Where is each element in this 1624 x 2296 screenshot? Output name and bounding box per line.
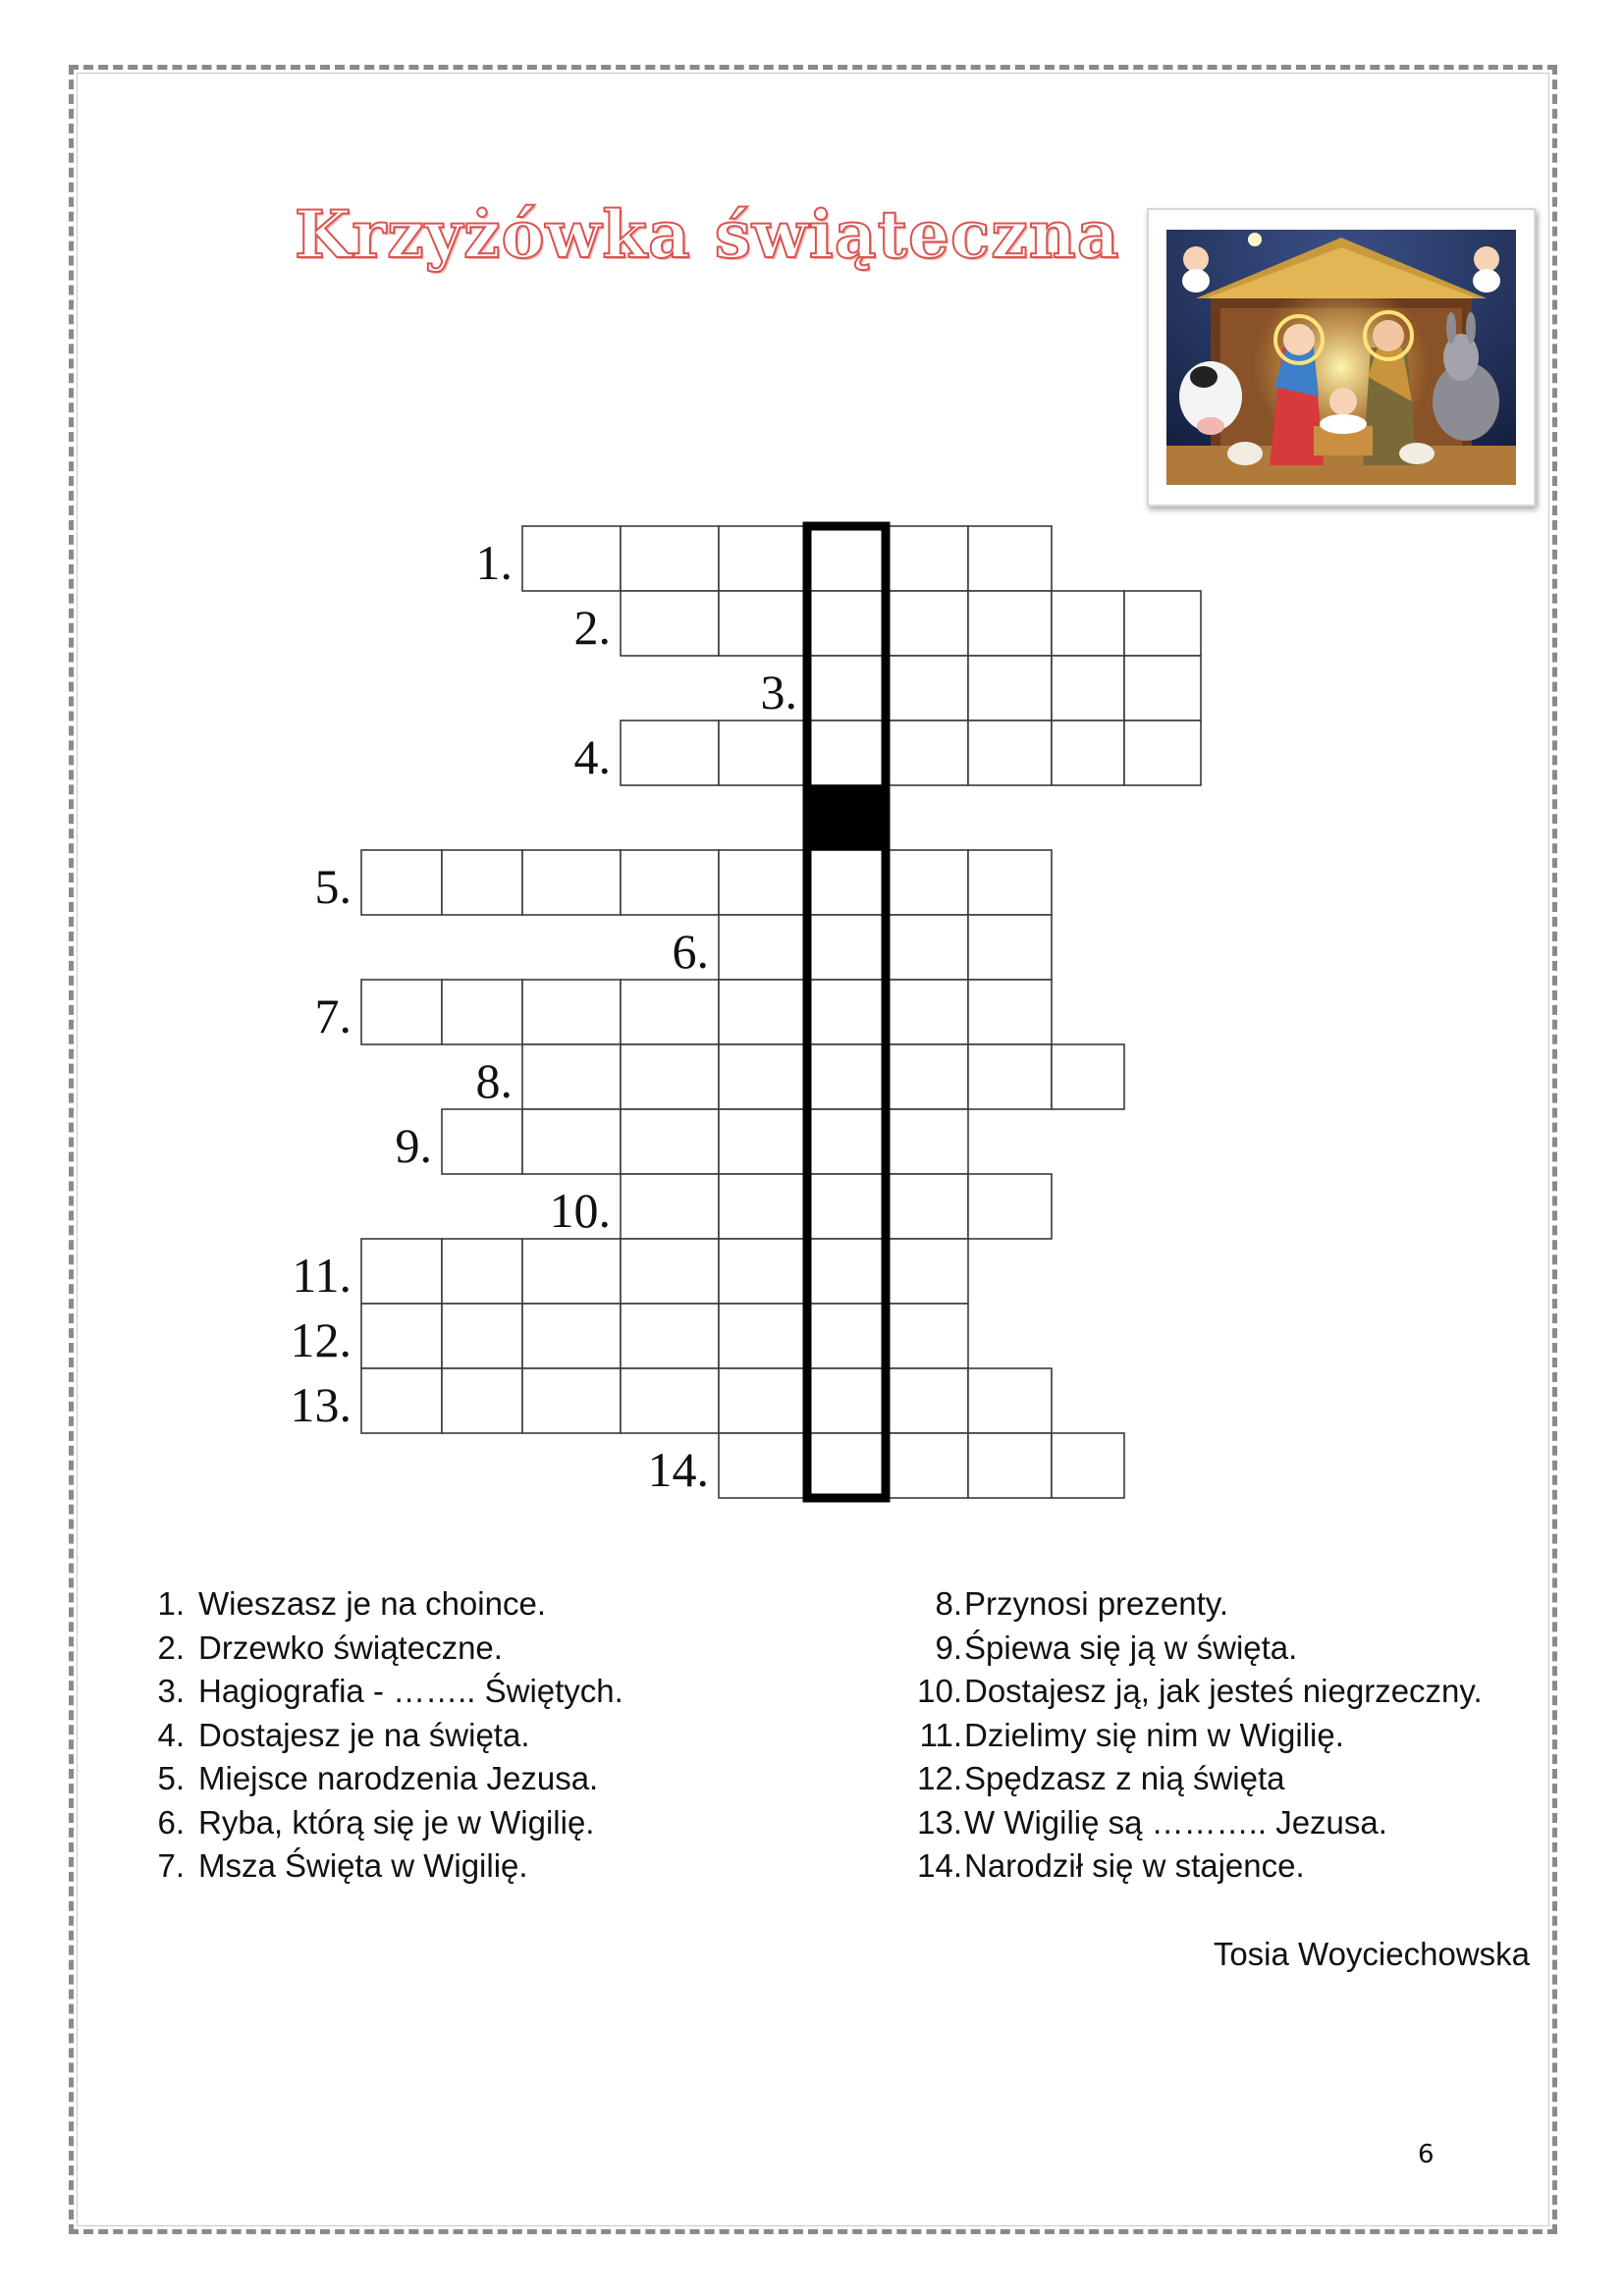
crossword-clue-number: 11.: [292, 1248, 352, 1303]
crossword-cell: [361, 1304, 442, 1368]
clue-number: 4.: [157, 1716, 185, 1753]
crossword-cell: [361, 980, 442, 1044]
crossword-cell: [1052, 1433, 1124, 1498]
crossword-clue-number: 8.: [475, 1053, 513, 1108]
crossword-cell: [719, 1044, 807, 1109]
crossword-cell: [621, 850, 719, 915]
crossword-cell: [886, 1109, 968, 1174]
crossword-cell: [621, 1239, 719, 1304]
crossword-cell: [719, 1304, 807, 1368]
clue-item: [913, 1627, 1542, 1671]
clue-text: Drzewko świąteczne.: [198, 1629, 503, 1666]
clue-item: [913, 1670, 1542, 1714]
crossword-cell: [886, 1368, 968, 1433]
clue-text: Hagiografia - …….. Świętych.: [198, 1673, 623, 1709]
crossword-cell: [1124, 591, 1201, 656]
crossword-cell: [968, 915, 1052, 980]
crossword-clue-number: 7.: [314, 988, 352, 1043]
clue-item: [147, 1801, 884, 1845]
crossword-cell: [621, 526, 719, 591]
crossword-cell: [522, 850, 621, 915]
crossword-cell: [807, 721, 886, 785]
clue-text: Wieszasz je na choince.: [198, 1585, 546, 1622]
clue-item: [147, 1844, 884, 1889]
crossword-cell: [807, 1239, 886, 1304]
page-number: 6: [1418, 2140, 1435, 2169]
crossword-cell: [442, 1368, 522, 1433]
clue-text: Spędzasz z nią święta: [964, 1760, 1285, 1796]
clue-text: Dostajesz ją, jak jesteś niegrzeczny.: [964, 1673, 1483, 1709]
crossword-cell: [968, 850, 1052, 915]
crossword-cell: [442, 1109, 522, 1174]
clues-right: [913, 1582, 1542, 1889]
crossword-cell: [522, 526, 621, 591]
crossword-cell: [807, 526, 886, 591]
crossword-cell: [719, 721, 807, 785]
crossword-cell: [719, 1239, 807, 1304]
crossword-cell: [1052, 656, 1124, 721]
crossword-cell: [807, 1109, 886, 1174]
clue-item: [147, 1757, 884, 1801]
crossword-cell: [719, 1368, 807, 1433]
crossword-cell: [719, 850, 807, 915]
crossword-cell: [807, 980, 886, 1044]
clue-text: Przynosi prezenty.: [964, 1585, 1228, 1622]
crossword-cell: [719, 1109, 807, 1174]
crossword-cell: [807, 1044, 886, 1109]
crossword-clue-number: 5.: [314, 859, 352, 914]
clue-text: Msza Święta w Wigilię.: [198, 1847, 528, 1884]
crossword-black-cell: [807, 785, 886, 850]
clue-number: 6.: [157, 1803, 185, 1841]
crossword-clue-number: 2.: [573, 600, 611, 655]
crossword-cell: [968, 526, 1052, 591]
crossword-cell: [1124, 721, 1201, 785]
clue-item: [913, 1757, 1542, 1801]
crossword-cell: [1052, 591, 1124, 656]
crossword-clue-number: 3.: [760, 665, 797, 720]
clue-text: W Wigilię są ……….. Jezusa.: [964, 1803, 1387, 1841]
crossword-cell: [968, 1368, 1052, 1433]
crossword-cell: [621, 1174, 719, 1239]
crossword-cell: [621, 1044, 719, 1109]
crossword-clue-number: 4.: [573, 729, 611, 784]
clue-text: Ryba, którą się je w Wigilię.: [198, 1803, 595, 1841]
crossword-cell: [442, 1304, 522, 1368]
crossword-cell: [621, 1109, 719, 1174]
crossword-cell: [886, 915, 968, 980]
clue-item: [913, 1582, 1542, 1627]
crossword-cell: [719, 915, 807, 980]
clue-number: 7.: [157, 1847, 185, 1884]
clue-item: [147, 1714, 884, 1758]
clues-left: [147, 1582, 884, 1889]
crossword-cell: [968, 1174, 1052, 1239]
crossword-cell: [1052, 721, 1124, 785]
crossword-cell: [886, 656, 968, 721]
crossword-cell: [968, 591, 1052, 656]
crossword-cell: [361, 1368, 442, 1433]
crossword-clue-number: 14.: [647, 1442, 709, 1497]
clue-number: 13.: [917, 1803, 962, 1841]
crossword-cell: [442, 850, 522, 915]
clue-number: 2.: [157, 1629, 185, 1666]
crossword-clue-number: 12.: [290, 1312, 352, 1367]
crossword-cell: [807, 1368, 886, 1433]
crossword-clue-number: 9.: [395, 1118, 432, 1173]
crossword-cell: [522, 1239, 621, 1304]
crossword-cell: [522, 1304, 621, 1368]
crossword-cell: [621, 980, 719, 1044]
crossword-cell: [807, 850, 886, 915]
crossword-cell: [719, 1174, 807, 1239]
crossword-cell: [1052, 1044, 1124, 1109]
clue-text: Miejsce narodzenia Jezusa.: [198, 1760, 599, 1796]
crossword-clue-number: 6.: [672, 924, 709, 979]
clue-text: Dostajesz je na święta.: [198, 1716, 530, 1753]
crossword-cell: [807, 591, 886, 656]
clue-number: 10.: [917, 1673, 962, 1709]
crossword-cell: [522, 1044, 621, 1109]
crossword-cell: [621, 1304, 719, 1368]
crossword-cell: [522, 980, 621, 1044]
crossword-clue-number: 10.: [549, 1183, 611, 1238]
clue-number: 14.: [917, 1847, 962, 1884]
crossword-cell: [886, 850, 968, 915]
clue-number: 8.: [935, 1585, 962, 1622]
clue-item: [913, 1801, 1542, 1845]
crossword-cell: [807, 656, 886, 721]
crossword-cell: [442, 980, 522, 1044]
author-signature: Tosia Woyciechowska: [1213, 1936, 1530, 1972]
clue-number: 9.: [935, 1629, 962, 1666]
clue-number: 1.: [157, 1585, 185, 1622]
clue-item: [147, 1670, 884, 1714]
clue-text: Dzielimy się nim w Wigilię.: [964, 1716, 1344, 1753]
clue-item: [913, 1714, 1542, 1758]
crossword-cell: [968, 656, 1052, 721]
crossword-cell: [1124, 656, 1201, 721]
crossword-cell: [886, 1239, 968, 1304]
crossword-cell: [886, 980, 968, 1044]
crossword-cell: [886, 1433, 968, 1498]
crossword-cell: [719, 980, 807, 1044]
crossword-cell: [968, 1433, 1052, 1498]
crossword-cell: [719, 591, 807, 656]
crossword-cell: [807, 915, 886, 980]
clue-number: 3.: [157, 1673, 185, 1709]
crossword-cell: [361, 1239, 442, 1304]
clue-item: [147, 1582, 884, 1627]
crossword-cell: [886, 1174, 968, 1239]
crossword-cell: [968, 1044, 1052, 1109]
crossword-cell: [719, 526, 807, 591]
clue-item: [147, 1627, 884, 1671]
crossword-cell: [621, 1368, 719, 1433]
crossword-cell: [621, 591, 719, 656]
clue-number: 11.: [919, 1716, 962, 1753]
crossword-cell: [807, 1174, 886, 1239]
clue-text: Śpiewa się ją w święta.: [964, 1629, 1298, 1666]
crossword-cell: [361, 850, 442, 915]
crossword-clue-number: 13.: [290, 1377, 352, 1432]
clue-text: Narodził się w stajence.: [964, 1847, 1305, 1884]
page-title: Krzyżówka świąteczna: [295, 196, 1120, 273]
crossword-cell: [968, 721, 1052, 785]
crossword-cell: [621, 721, 719, 785]
crossword-cell: [807, 1433, 886, 1498]
crossword-cell: [886, 1044, 968, 1109]
crossword-cell: [886, 721, 968, 785]
clue-number: 5.: [157, 1760, 185, 1796]
crossword-cell: [522, 1109, 621, 1174]
crossword-cell: [968, 980, 1052, 1044]
crossword-cell: [886, 526, 968, 591]
crossword-cell: [886, 1304, 968, 1368]
crossword-cell: [522, 1368, 621, 1433]
clue-item: [913, 1844, 1542, 1889]
crossword-cell: [719, 1433, 807, 1498]
crossword-cell: [442, 1239, 522, 1304]
crossword-cell: [807, 1304, 886, 1368]
crossword-cell: [886, 591, 968, 656]
crossword-clue-number: 1.: [475, 535, 513, 590]
clue-number: 12.: [917, 1760, 962, 1796]
